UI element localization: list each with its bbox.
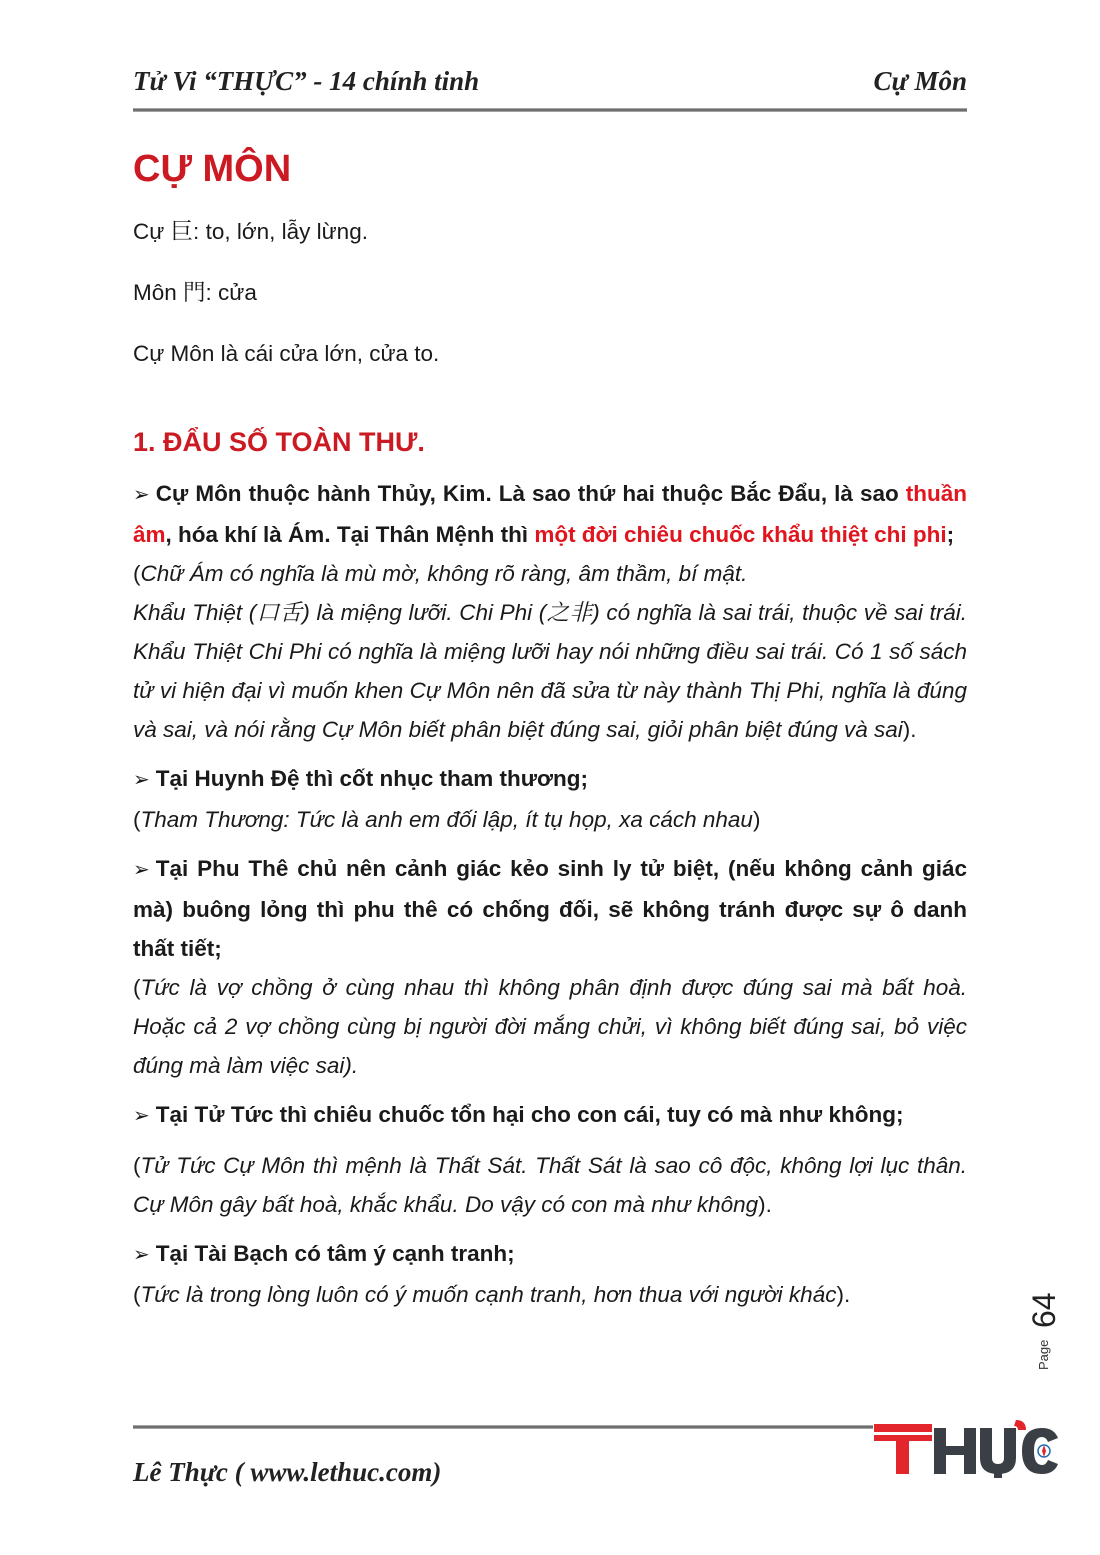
logo-letter-u bbox=[980, 1420, 1026, 1478]
note-paragraph-1b: Khẩu Thiệt (口舌) là miệng lưỡi. Chi Phi (之非) có nghĩa là sai trái, thuộc về sai trái. Khẩu Thiệt Chi Phi có nghĩa là miệng lưỡi hay nói những điều sai trái. Có 1 số sách tử vi hiện đại vì muốn khen Cự Môn nên đã sửa từ này thành Thị Phi, nghĩa là đúng và sai, và nói rằng Cự Môn biết phân biệt đúng sai, giỏi phân biệt đúng và sai). bbox=[133, 600, 967, 742]
arrow-bullet-icon: ➢ bbox=[133, 769, 150, 791]
page-number bbox=[1018, 1270, 1074, 1380]
header-book-title: Tử Vi “THỰC” - 14 chính tinh bbox=[133, 66, 480, 96]
definition-cu-mon: Cự Môn là cái cửa lớn, cửa to. bbox=[133, 341, 440, 366]
definition-cu: Cự 巨: to, lớn, lẫy lừng. bbox=[133, 219, 368, 244]
definition-mon: Môn 門: cửa bbox=[133, 280, 257, 305]
note-paragraph-4: (Tử Tức Cự Môn thì mệnh là Thất Sát. Thất Sát là sao cô độc, không lợi lục thân. Cự Môn gây bất hoà, khắc khẩu. Do vậy có con mà như không). bbox=[133, 1153, 967, 1217]
thuc-logo-icon bbox=[872, 1414, 1062, 1478]
arrow-bullet-icon: ➢ bbox=[133, 1105, 150, 1127]
note-paragraph-5: (Tức là trong lòng luôn có ý muốn cạnh tranh, hơn thua với người khác). bbox=[133, 1282, 851, 1307]
header-divider bbox=[133, 108, 967, 112]
section-heading: 1. ĐẨU SỐ TOÀN THƯ. bbox=[133, 427, 425, 457]
bullet-paragraph-5: ➢ Tại Tài Bạch có tâm ý cạnh tranh; bbox=[133, 1241, 515, 1266]
highlight-text: thuần âm bbox=[133, 481, 967, 547]
bullet-paragraph-1: ➢ Cự Môn thuộc hành Thủy, Kim. Là sao thứ hai thuộc Bắc Đẩu, là sao thuần âm, hóa khí là Ám. Tại Thân Mệnh thì một đời chiêu chuốc khẩu thiệt chi phi; bbox=[133, 481, 967, 547]
page-number-label: Page bbox=[1036, 1339, 1051, 1370]
header-chapter-title: Cự Môn bbox=[873, 66, 967, 96]
page-number-value: 64 bbox=[1026, 1292, 1062, 1328]
arrow-bullet-icon: ➢ bbox=[133, 484, 150, 506]
footer-author: Lê Thực ( www.lethuc.com) bbox=[133, 1457, 442, 1487]
logo-letter-h bbox=[934, 1428, 976, 1474]
footer-divider bbox=[133, 1425, 873, 1429]
document-body bbox=[133, 212, 967, 1314]
logo-letter-t bbox=[874, 1424, 932, 1474]
page-title: CỰ MÔN bbox=[133, 148, 292, 190]
page-header bbox=[133, 66, 967, 100]
bullet-paragraph-4: ➢ Tại Tử Tức thì chiêu chuốc tổn hại cho con cái, tuy có mà như không; bbox=[133, 1102, 904, 1127]
highlight-text: một đời chiêu chuốc khẩu thiệt chi phi bbox=[534, 522, 947, 547]
note-paragraph-1: (Chữ Ám có nghĩa là mù mờ, không rõ ràng, âm thầm, bí mật. bbox=[133, 561, 748, 586]
arrow-bullet-icon: ➢ bbox=[133, 859, 150, 881]
note-paragraph-2: (Tham Thương: Tức là anh em đối lập, ít tụ họp, xa cách nhau) bbox=[133, 807, 761, 832]
logo-letter-c bbox=[1022, 1428, 1058, 1474]
note-paragraph-3: (Tức là vợ chồng ở cùng nhau thì không phân định được đúng sai mà bất hoà. Hoặc cả 2 vợ chồng cùng bị người đời mắng chửi, vì không biết đúng sai, bỏ việc đúng mà làm việc sai). bbox=[133, 975, 967, 1078]
bullet-paragraph-3: ➢ Tại Phu Thê chủ nên cảnh giác kẻo sinh ly tử biệt, (nếu không cảnh giác mà) buông lỏng thì phu thê có chống đối, sẽ không tránh được sự ô danh thất tiết; bbox=[133, 856, 967, 961]
arrow-bullet-icon: ➢ bbox=[133, 1244, 150, 1266]
bullet-paragraph-2: ➢ Tại Huynh Đệ thì cốt nhục tham thương; bbox=[133, 766, 589, 791]
